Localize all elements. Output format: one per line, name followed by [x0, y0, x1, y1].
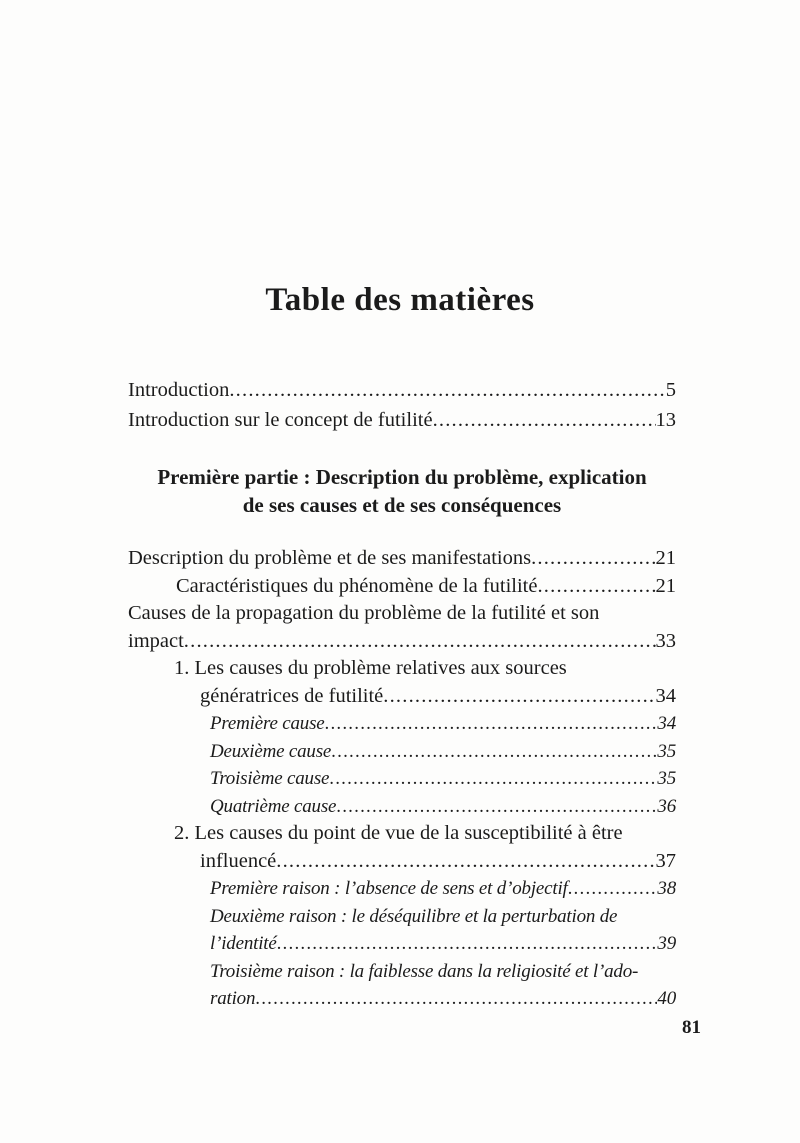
table-of-contents	[128, 375, 676, 1013]
dot-leader	[229, 375, 665, 405]
toc-entry-label: Les causes du point de vue de la susceptibilité à être	[194, 822, 623, 844]
dot-leader	[383, 683, 655, 711]
toc-entry-page: 40	[657, 988, 676, 1009]
toc-entry-deuxieme-cause	[210, 738, 676, 766]
toc-entry-label: Caractéristiques du phénomène de la futilité	[176, 574, 538, 597]
dot-leader	[331, 738, 657, 766]
toc-entry-label: Première raison : l’absence de sens et d’objectif	[210, 878, 568, 899]
toc-entry-page: 36	[657, 795, 676, 817]
toc-entry-page: 34	[657, 713, 676, 734]
folio-page-number: 81	[682, 1017, 701, 1038]
page-title: Table des matières	[265, 282, 535, 318]
toc-entry-label: Introduction sur le concept de futilité	[128, 409, 433, 431]
toc-entry-troisieme-raison	[210, 958, 676, 1013]
part-heading	[128, 463, 676, 519]
toc-entry-label: Causes de la propagation du problème de la futilité et son	[128, 602, 600, 624]
toc-entry-description-probleme	[128, 545, 676, 573]
dot-leader	[255, 985, 657, 1013]
part-heading-line: de ses causes et de ses conséquences	[242, 493, 562, 517]
dot-leader	[531, 545, 655, 573]
toc-entry-causes-sources	[174, 655, 676, 710]
toc-entry-introduction	[128, 375, 676, 405]
toc-entry-label: Les causes du problème relatives aux sources	[194, 657, 567, 679]
toc-entry-label: Première cause	[210, 713, 325, 734]
toc-entry-label: Troisième cause	[210, 768, 330, 789]
toc-entry-introduction-concept	[128, 405, 676, 435]
dot-leader	[568, 875, 658, 903]
toc-entry-caracteristiques	[176, 573, 676, 601]
dot-leader	[336, 793, 657, 821]
dot-leader	[277, 930, 658, 958]
dot-leader	[433, 405, 656, 435]
toc-entry-page: 35	[657, 768, 676, 789]
toc-entry-page: 38	[657, 878, 676, 899]
toc-entry-page: 37	[655, 849, 676, 872]
toc-entry-page: 34	[655, 684, 676, 707]
toc-entry-page: 21	[655, 547, 676, 569]
toc-entry-premiere-cause	[210, 710, 676, 738]
toc-entry-label: Deuxième raison : le déséquilibre et la perturbation de	[210, 905, 618, 927]
toc-entry-label: Introduction	[128, 379, 230, 401]
toc-entry-label: l’identité	[210, 933, 277, 954]
part-heading-line: Première partie : Description du problème, explication	[157, 465, 647, 489]
toc-entry-number: 1.	[174, 657, 190, 679]
dot-leader	[325, 710, 658, 738]
toc-entry-label: Deuxième cause	[210, 740, 332, 762]
toc-entry-label: ration	[210, 988, 256, 1009]
toc-entry-troisieme-cause	[210, 765, 676, 793]
dot-leader	[276, 848, 655, 876]
toc-entry-quatrieme-cause	[210, 793, 676, 821]
toc-entry-label: génératrices de futilité	[200, 684, 384, 707]
toc-entry-page: 13	[655, 409, 676, 431]
toc-entry-causes-propagation	[128, 600, 676, 655]
toc-entry-number: 2.	[174, 822, 190, 844]
toc-entry-page: 33	[655, 629, 676, 652]
dot-leader	[329, 765, 657, 793]
toc-entry-label: Quatrième cause	[210, 795, 337, 817]
toc-entry-page: 21	[655, 574, 676, 597]
toc-entry-label: influencé	[200, 849, 277, 872]
toc-front-matter	[128, 375, 676, 435]
toc-main-entries	[128, 545, 676, 1013]
toc-entry-page: 39	[657, 933, 676, 954]
toc-entry-deuxieme-raison	[210, 903, 676, 958]
toc-entry-label: impact	[128, 629, 184, 652]
dot-leader	[184, 628, 656, 656]
dot-leader	[537, 573, 655, 601]
toc-entry-page: 5	[665, 379, 676, 401]
toc-entry-premiere-raison	[210, 875, 676, 903]
toc-entry-label: Description du problème et de ses manifestations	[128, 547, 532, 569]
toc-entry-causes-susceptibilite	[174, 820, 676, 875]
toc-entry-label: Troisième raison : la faiblesse dans la religiosité et l’ado-	[210, 960, 639, 982]
toc-entry-page: 35	[657, 740, 676, 762]
